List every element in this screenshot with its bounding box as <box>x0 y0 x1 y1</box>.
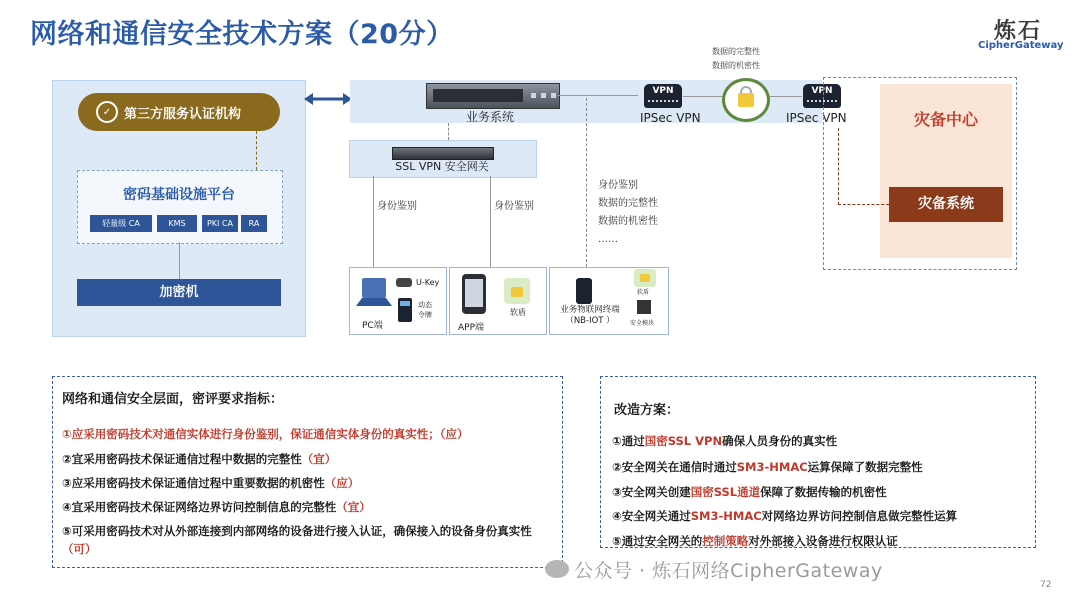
soft-shield-icon <box>504 278 530 304</box>
third-party-label: 第三方服务认证机构 <box>124 106 242 122</box>
ukey-icon <box>396 278 412 287</box>
watermark-text: 公众号 · 炼石网络CipherGateway <box>574 560 883 582</box>
identity-label-middle: 身份鉴别 <box>494 201 534 212</box>
ipsec-vpn-right-label: IPSec VPN <box>786 111 847 125</box>
pc-label: PC端 <box>362 321 383 331</box>
connector-line <box>586 98 587 267</box>
connector-line <box>558 95 638 96</box>
certificate-icon: ✓ <box>96 101 118 123</box>
chip-module-icon <box>637 300 651 314</box>
vpn-device-left-icon <box>644 84 682 108</box>
business-system-label: 业务系统 <box>465 110 514 124</box>
page-number: 72 <box>1040 580 1052 590</box>
connector-line <box>179 242 180 279</box>
brand-logo-subtitle: CipherGateway <box>978 40 1064 51</box>
crypto-platform-box <box>77 170 283 244</box>
iot-device-icon <box>576 278 592 304</box>
lock-icon <box>738 93 754 107</box>
requirement-item: ③应采用密码技术保证通信过程中重要数据的机密性（应） <box>62 476 360 490</box>
plan-item: ①通过国密SSL VPN确保人员身份的真实性 <box>612 434 838 448</box>
phone-icon <box>462 274 486 314</box>
iot-shield-label: 软盾 <box>637 289 650 296</box>
chip-kms: KMS <box>157 215 197 232</box>
confidentiality-label: 数据的机密性 <box>712 61 760 70</box>
secure-channel-circle <box>722 78 770 122</box>
requirements-title: 网络和通信安全层面，密评要求指标： <box>62 392 284 407</box>
platform-title: 密码基础设施平台 <box>123 187 235 203</box>
right-label-ellipsis: …… <box>598 234 618 245</box>
server-icon <box>426 83 560 109</box>
double-arrow-icon <box>304 92 352 106</box>
connector-line <box>770 96 802 97</box>
identity-label-left: 身份鉴别 <box>377 201 417 212</box>
iot-label: 业务物联网终端 （NB-IOT ） <box>560 305 620 326</box>
chip-lightweight-ca: 轻量级 CA <box>90 215 152 232</box>
right-label-integrity: 数据的完整性 <box>598 198 658 209</box>
connector-line <box>256 131 257 170</box>
page-title: 网络和通信安全技术方案（20分） <box>30 19 454 50</box>
plan-item: ②安全网关在通信时通过SM3-HMAC运算保障了数据完整性 <box>612 460 923 474</box>
integrity-label: 数据的完整性 <box>712 47 760 56</box>
encryptor-box: 加密机 <box>77 279 281 306</box>
chip-pki-ca: PKI CA <box>202 215 238 232</box>
iot-module-label: 安全模块 <box>630 320 655 327</box>
plan-item: ③安全网关创建国密SSL通道保障了数据传输的机密性 <box>612 485 887 499</box>
connector-line <box>683 96 722 97</box>
iot-soft-shield-icon <box>634 269 656 287</box>
requirement-item: ①应采用密码技术对通信实体进行身份鉴别，保证通信实体身份的真实性；（应） <box>62 427 469 441</box>
vpn-badge-text: VPN <box>811 86 833 96</box>
third-party-auth-button <box>78 93 280 131</box>
app-shield-label: 软盾 <box>510 308 526 317</box>
requirement-item: ②宜采用密码技术保证通信过程中数据的完整性（宜） <box>62 452 337 466</box>
token-icon <box>398 298 412 322</box>
plan-item: ⑤通过安全网关的控制策略对外部接入设备进行权限认证 <box>612 534 898 548</box>
app-label: APP端 <box>458 323 485 333</box>
requirement-item: ④宜采用密码技术保证网络边界访问控制信息的完整性（宜） <box>62 500 371 514</box>
ipsec-vpn-left-label: IPSec VPN <box>640 111 701 125</box>
ukey-label: U-Key <box>416 278 440 287</box>
token-label: 动态 令牌 <box>418 301 432 319</box>
ssl-vpn-gateway-label: SSL VPN 安全网关 <box>395 160 489 173</box>
chip-ra: RA <box>241 215 267 232</box>
connector-line <box>448 123 449 140</box>
plan-item: ④安全网关通过SM3-HMAC对网络边界访问控制信息做完整性运算 <box>612 509 958 523</box>
right-label-confidentiality: 数据的机密性 <box>598 216 658 227</box>
laptop-icon <box>356 276 392 308</box>
brand-logo: 炼石 <box>994 19 1043 44</box>
wechat-icon <box>545 560 569 578</box>
connector-line <box>373 176 374 267</box>
right-label-identity: 身份鉴别 <box>598 180 638 191</box>
plan-title: 改造方案： <box>614 403 680 418</box>
disaster-center-title: 灾备中心 <box>913 110 978 129</box>
requirement-item: ⑤可采用密码技术对从外部连接到内部网络的设备进行接入认证，确保接入的设备身份真实性（可） <box>62 524 532 556</box>
vpn-badge-text: VPN <box>652 86 674 96</box>
connector-line <box>490 176 491 267</box>
connector-line <box>838 128 889 205</box>
disaster-system-box: 灾备系统 <box>889 187 1003 222</box>
